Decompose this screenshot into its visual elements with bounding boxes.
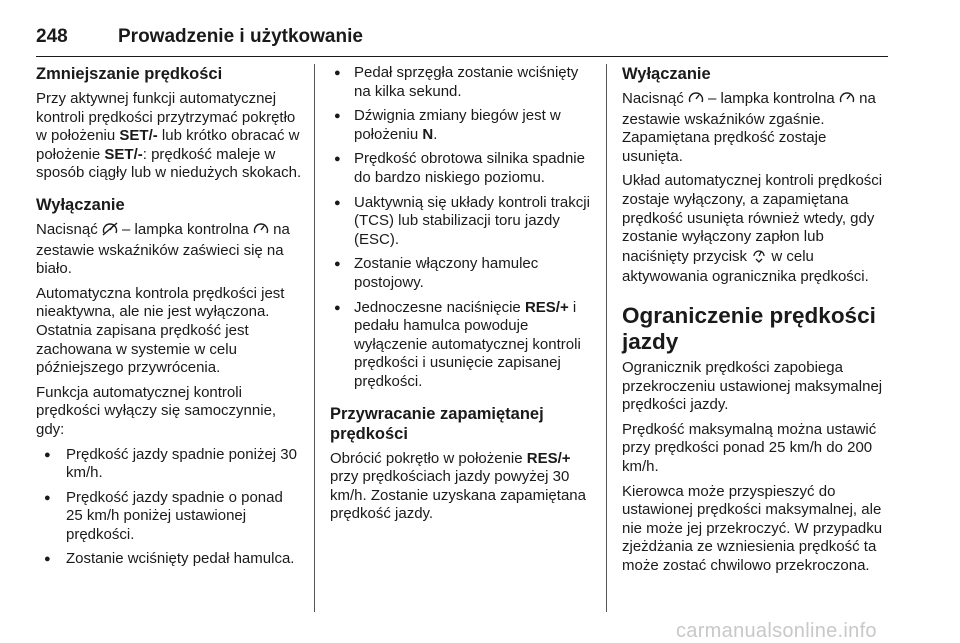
paragraph-resume: Obrócić pokrętło w położenie RES/+ przy prędkościach jazdy powyżej 30 km/h. Zostanie uzyskana zapamiętana prędkość jazdy. [330, 449, 586, 523]
paragraph-limiter-range: Prędkość maksymalną można ustawić przy prędkości ponad 25 km/h do 200 km/h. [622, 420, 877, 475]
paragraph-speed-reduce: Przy aktywnej funkcji automatycznej kontroli prędkości przytrzymać pokrętło w położeniu SET/- lub krótko obracać w położenie SET/-: prędkość maleje w sposób ciągły lub w niedużych skokach. [36, 90, 302, 182]
paragraph-deactivate: Nacisnąć – lampka kontrolna na zestawie wskaźników zaświeci się na biało. [36, 220, 290, 278]
speed-limiter-icon [751, 247, 767, 269]
list-item: ● Zostanie włączony hamulec postojowy. [330, 255, 592, 292]
list-item: ● Prędkość obrotowa silnika spadnie do bardzo niskiego poziomu. [330, 150, 592, 187]
page-header [36, 26, 888, 57]
cruise-control-icon [688, 91, 704, 111]
column-divider-2 [606, 64, 607, 612]
cruise-control-icon [839, 91, 855, 111]
paragraph-inactive-info: Automatyczna kontrola prędkości jest nieaktywna, ale nie jest wyłączona. Ostatnia zapisana prędkość jest zachowana w systemie w celu późniejszego przywrócenia. [36, 284, 285, 377]
section-heading-deactivate: Wyłączanie [36, 195, 125, 214]
column-1 [36, 64, 302, 575]
cruise-control-cancel-icon [102, 222, 118, 242]
paragraph-limiter-intro: Ogranicznik prędkości zapobiega przekroczeniu ustawionej maksymalnej prędkości jazdy. [622, 358, 883, 414]
list-item: ● Uaktywnią się układy kontroli trakcji (TCS) lub stabilizacji toru jazdy (ESC). [330, 194, 592, 250]
paragraph-system-off: Układ automatycznej kontroli prędkości zostaje wyłączony, a zapamiętana prędkość usunięta również wtedy, gdy zostanie wyłączony zapłon lub naciśnięty przycisk w celu aktywowania ogranicznika prędkości. [622, 172, 883, 286]
section-heading-switch-off: Wyłączanie [622, 65, 711, 83]
watermark: carmanualsonline.info [676, 620, 877, 642]
list-item: ● Prędkość jazdy spadnie o ponad 25 km/h poniżej ustawionej prędkości. [36, 489, 302, 545]
cruise-control-icon [253, 222, 269, 242]
page-number: 248 [36, 26, 68, 47]
section-heading-speed-reduce: Zmniejszanie prędkości [36, 65, 223, 83]
paragraph-auto-off: Funkcja automatycznej kontroli prędkości wyłączy się samoczynnie, gdy: [36, 383, 277, 438]
paragraph-limiter-accelerate: Kierowca może przyspieszyć do ustawionej prędkości maksymalnej, ale nie może jej przekroczyć. W przypadku zjeżdżania ze wzniesienia prędkość ta może zostać chwilowo przekroczona. [622, 482, 883, 574]
page-title: Prowadzenie i użytkowanie [118, 26, 363, 47]
column-divider-1 [314, 64, 315, 612]
auto-off-conditions-list-continued [330, 64, 592, 392]
column-3 [622, 64, 890, 581]
auto-off-conditions-list [36, 446, 302, 570]
section-heading-speed-limiter: Ograniczenie prędkości jazdy [622, 302, 876, 354]
list-item: ● Zostanie wciśnięty pedał hamulca. [36, 550, 302, 569]
list-item: ● Pedał sprzęgła zostanie wciśnięty na kilka sekund. [330, 64, 592, 101]
list-item: ● Jednoczesne naciśnięcie RES/+ i pedału hamulca powoduje wyłączenie automatycznej kontroli prędkości i usunięcie zapisanej prędkości. [330, 299, 592, 392]
section-heading-resume: Przywracanie zapamiętanej prędkości [330, 404, 544, 443]
column-2 [330, 64, 592, 530]
list-item: ● Dźwignia zmiany biegów jest w położeniu N. [330, 107, 592, 144]
paragraph-switch-off: Nacisnąć – lampka kontrolna na zestawie wskaźników zgaśnie. Zapamiętana prędkość zostaje usunięta. [622, 90, 876, 165]
list-item: ● Prędkość jazdy spadnie poniżej 30 km/h. [36, 446, 302, 483]
